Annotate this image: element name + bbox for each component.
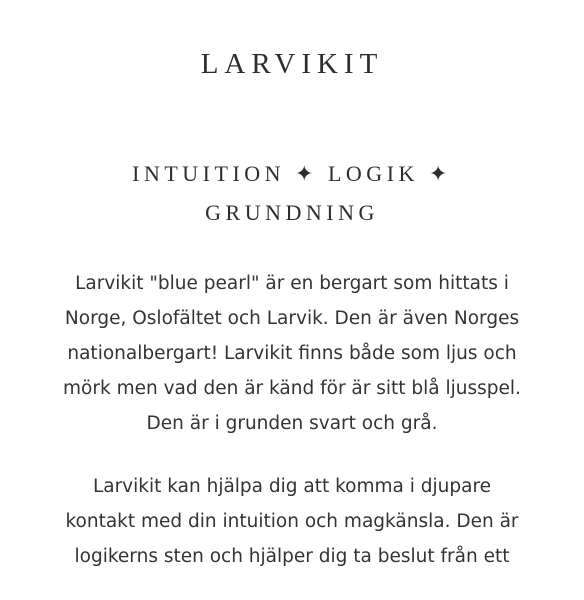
- stone-properties-line-2: GRUNDNING: [205, 200, 379, 225]
- paragraph-1-line-2: Norge, Oslofältet och Larvik. Den är även Norges: [64, 308, 520, 329]
- stone-properties-heading: [60, 154, 524, 232]
- description-paragraph-2: [0, 469, 584, 574]
- paragraph-1-line-5: Den är i grunden svart och grå.: [146, 413, 438, 434]
- stone-properties-line-1: INTUITION ✦ LOGIK ✦: [132, 161, 452, 186]
- paragraph-1-line-4: mörk men vad den är känd för är sitt blå ljusspel.: [63, 378, 521, 399]
- page-title: LARVIKIT: [200, 48, 384, 80]
- paragraph-1-line-3: nationalbergart! Larvikit finns både som ljus och: [67, 343, 517, 364]
- description-paragraph-1: [0, 266, 584, 441]
- paragraph-2-line-1: Larvikit kan hjälpa dig att komma i djupare: [92, 476, 492, 497]
- paragraph-2-line-3: logikerns sten och hjälper dig ta beslut från ett: [74, 546, 510, 567]
- paragraph-1-line-1: Larvikit "blue pearl" är en bergart som hittats i: [75, 273, 509, 294]
- paragraph-2-line-2: kontakt med din intuition och magkänsla. Den är: [65, 511, 519, 532]
